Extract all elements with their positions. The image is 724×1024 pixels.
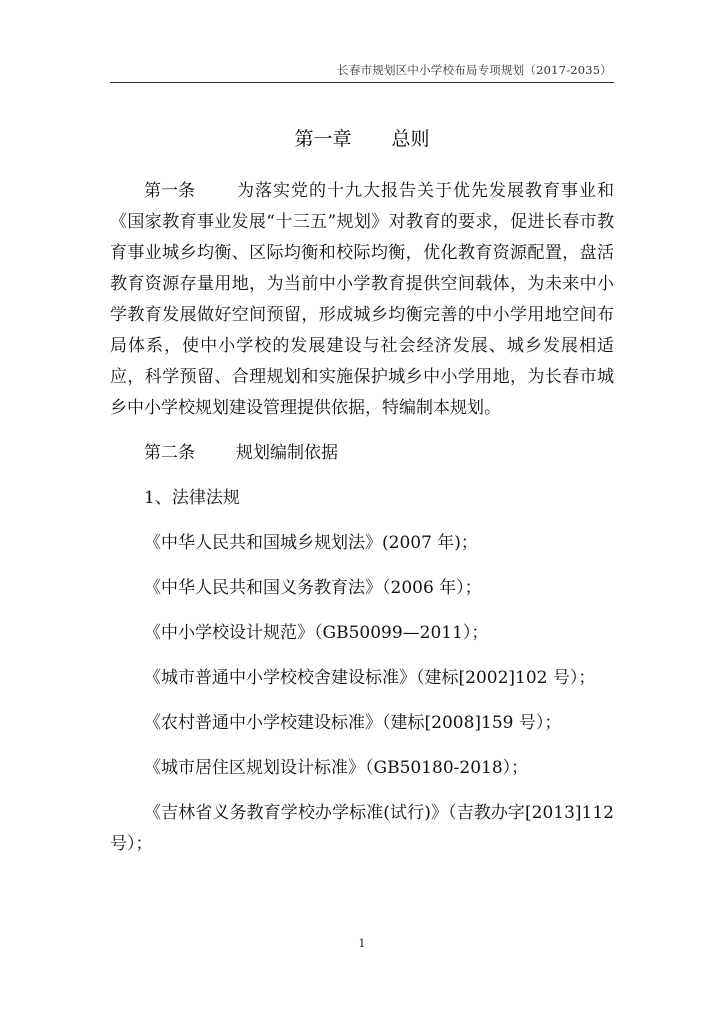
- law-item: 《吉林省义务教育学校办学标准(试行)》（吉教办字[2013]112号）；: [110, 803, 614, 854]
- law-item: 《城市普通中小学校校舍建设标准》（建标[2002]102 号）；: [144, 668, 596, 688]
- article-1: [110, 176, 614, 424]
- law-item: 《中华人民共和国城乡规划法》(2007 年)；: [144, 533, 478, 553]
- chapter-number: 第一章: [294, 128, 352, 150]
- article-1-text: 为落实党的十九大报告关于优先发展教育事业和《国家教育事业发展“十三五”规划》对教育的要求，促进长春市教育事业城乡均衡、区际均衡和校际均衡，优化教育资源配置，盘活教育资源存量用地，为当前中小学教育提供空间载体，为未来中小学教育发展做好空间预留，形成城乡均衡完善的中小学用地空间布局体系，使中小学校的发展建设与社会经济发展、城乡发展相适应，科学预留、合理规划和实施保护城乡中小学用地，为长春市城乡中小学校规划建设管理提供依据，特编制本规划。: [110, 181, 614, 418]
- running-header: 长春市规划区中小学校布局专项规划（2017-2035）: [337, 63, 612, 77]
- law-item: 《中小学校设计规范》（GB50099—2011）；: [144, 623, 489, 643]
- article-2-text: 规划编制依据: [236, 443, 338, 463]
- article-1-label: 第一条: [144, 181, 195, 201]
- law-item: 《农村普通中小学校建设标准》（建标[2008]159 号）；: [144, 713, 562, 733]
- chapter-title: [0, 124, 724, 151]
- section-heading: 1、法律法规: [144, 488, 240, 508]
- law-item: 《城市居住区规划设计标准》（GB50180-2018）；: [144, 758, 529, 778]
- article-2-label: 第二条: [144, 443, 195, 463]
- document-body: [110, 176, 614, 860]
- chapter-name: 总则: [391, 128, 430, 150]
- header-divider: [110, 82, 614, 83]
- law-item: 《中华人民共和国义务教育法》（2006 年）；: [144, 578, 482, 598]
- page-number: 1: [358, 937, 366, 950]
- article-2: [110, 438, 614, 469]
